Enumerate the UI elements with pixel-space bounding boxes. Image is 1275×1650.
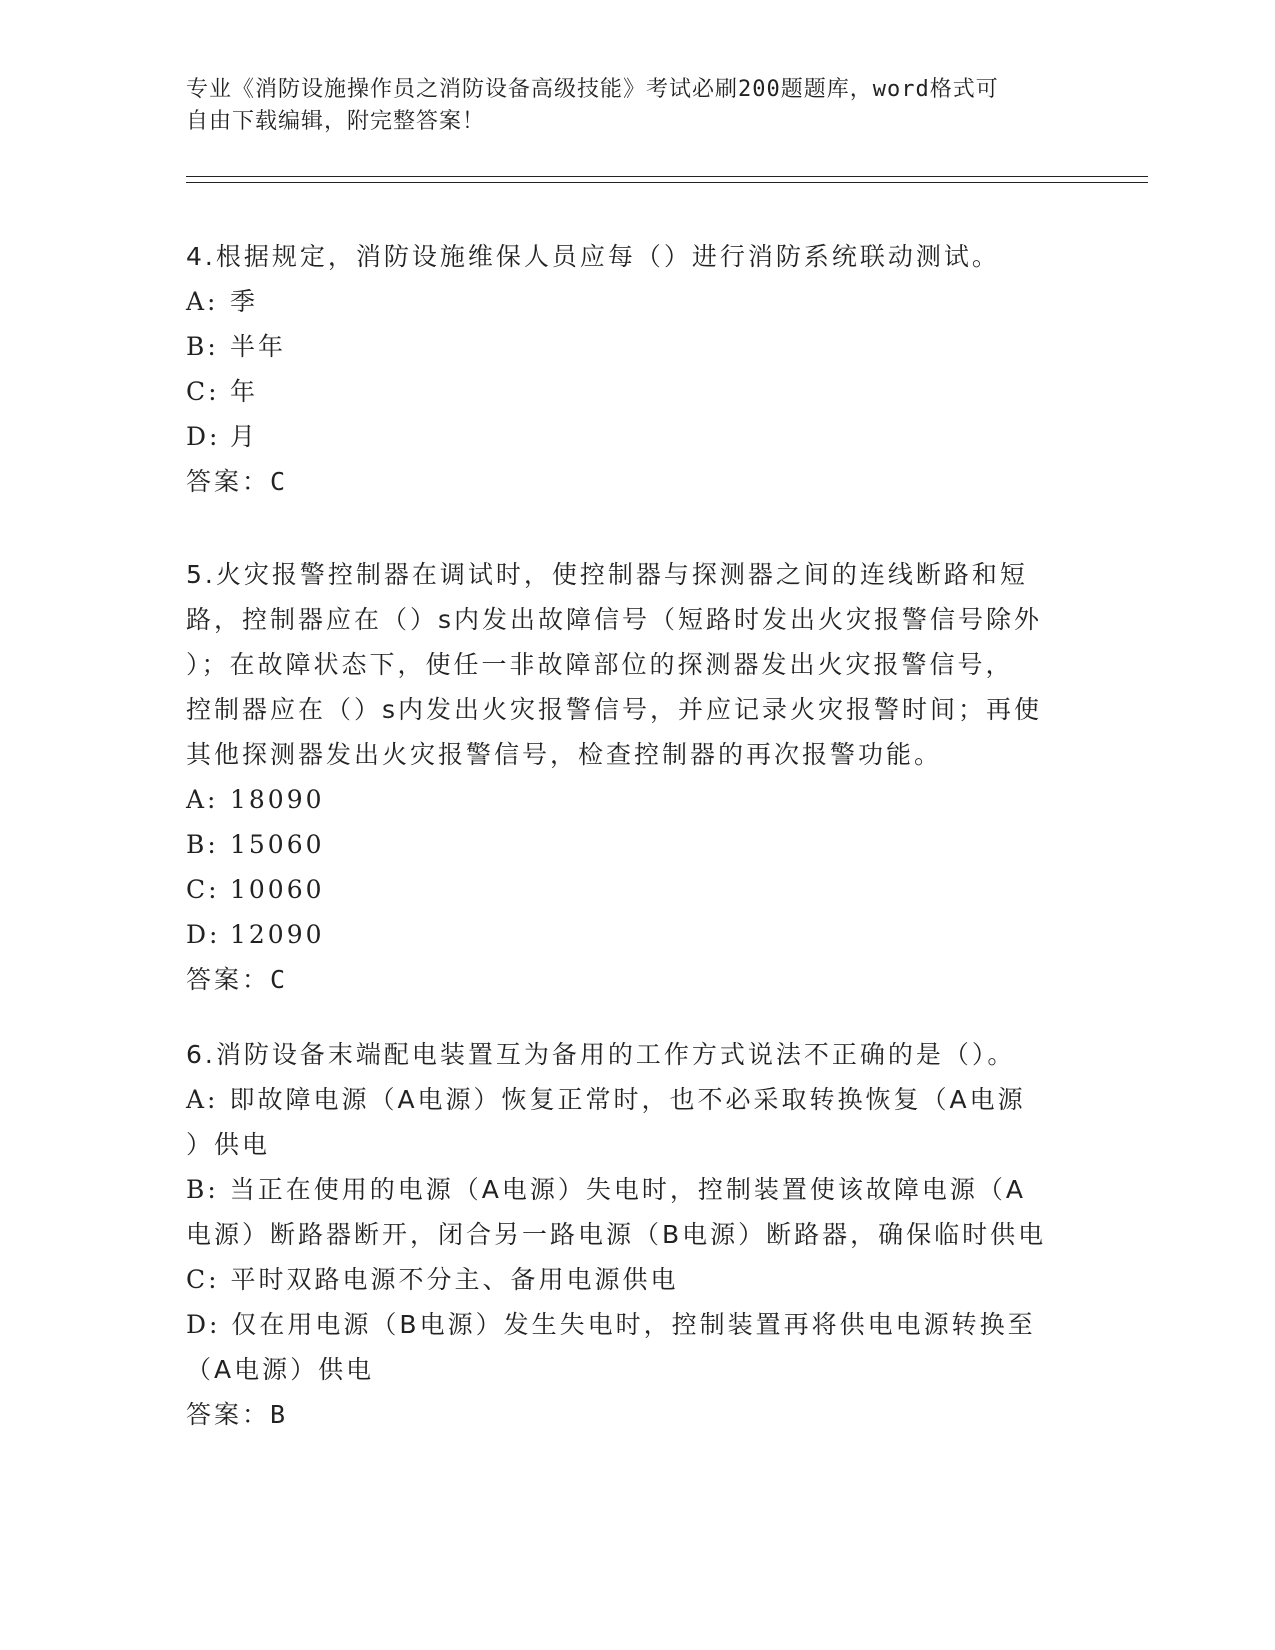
question-stem-line: 5.火灾报警控制器在调试时，使控制器与探测器之间的连线断路和短 (186, 560, 1028, 589)
answer-line (186, 1392, 1086, 1437)
option-text: 月 (230, 422, 259, 451)
option-text-line: ）供电 (186, 1130, 271, 1159)
option-c (186, 1257, 1086, 1302)
header-divider (186, 176, 1148, 183)
option-b (186, 324, 1086, 369)
question-stem-line: 路，控制器应在（）s内发出故障信号（短路时发出火灾报警信号除外 (186, 605, 1043, 634)
option-key: B: (186, 830, 219, 859)
answer-label: 答案： (186, 965, 271, 994)
option-text: 10060 (230, 875, 325, 904)
option-d (186, 1302, 1086, 1392)
answer-value: B (270, 1400, 289, 1429)
option-text-line: 仅在用电源（B电源）发生失电时，控制装置再将供电电源转换至 (231, 1310, 1036, 1339)
question-stem-line: 其他探测器发出火灾报警信号，检查控制器的再次报警功能。 (186, 740, 943, 769)
option-text: 半年 (230, 332, 287, 361)
option-key: A: (186, 1085, 219, 1114)
option-b (186, 822, 1086, 867)
option-a (186, 279, 1086, 324)
document-header (186, 74, 1066, 138)
question-4 (186, 234, 1086, 504)
option-key: C: (186, 377, 220, 406)
answer-line (186, 957, 1086, 1002)
option-a (186, 777, 1086, 822)
option-key: C: (186, 1265, 220, 1294)
answer-value: C (270, 467, 289, 496)
option-text: 12090 (230, 920, 325, 949)
answer-label: 答案： (186, 1400, 271, 1429)
option-key: A: (186, 785, 219, 814)
option-a (186, 1077, 1086, 1167)
option-text: 15060 (230, 830, 325, 859)
question-stem-line: ）；在故障状态下，使任一非故障部位的探测器发出火灾报警信号， (186, 650, 1014, 679)
question-6 (186, 1032, 1086, 1437)
option-text-line: （A电源）供电 (186, 1355, 375, 1384)
option-key: D: (186, 1310, 221, 1339)
answer-value: C (270, 965, 289, 994)
option-c (186, 369, 1086, 414)
question-5 (186, 552, 1086, 1002)
question-stem: 4.根据规定，消防设施维保人员应每（）进行消防系统联动测试。 (186, 242, 1000, 271)
option-key: B: (186, 332, 219, 361)
option-key: D: (186, 920, 221, 949)
option-key: C: (186, 875, 220, 904)
answer-line (186, 459, 1086, 504)
option-key: A: (186, 287, 219, 316)
option-text: 18090 (230, 785, 325, 814)
option-d (186, 414, 1086, 459)
option-key: B: (186, 1175, 219, 1204)
question-stem-line: 控制器应在（）s内发出火灾报警信号，并应记录火灾报警时间；再使 (186, 695, 1043, 724)
option-text: 季 (230, 287, 259, 316)
option-text-line: 即故障电源（A电源）恢复正常时，也不必采取转换恢复（A电源 (229, 1085, 1026, 1114)
option-text: 年 (230, 377, 259, 406)
option-text-line: 电源）断路器断开，闭合另一路电源（B电源）断路器，确保临时供电 (186, 1220, 1047, 1249)
answer-label: 答案： (186, 467, 271, 496)
option-text-line: 当正在使用的电源（A电源）失电时，控制装置使该故障电源（A (229, 1175, 1026, 1204)
option-c (186, 867, 1086, 912)
option-text-line: 平时双路电源不分主、备用电源供电 (230, 1265, 679, 1294)
option-b (186, 1167, 1086, 1257)
option-d (186, 912, 1086, 957)
header-line-2: 自由下载编辑，附完整答案！ (186, 109, 486, 134)
option-key: D: (186, 422, 221, 451)
question-stem: 6.消防设备末端配电装置互为备用的工作方式说法不正确的是（）。 (186, 1040, 1016, 1069)
header-line-1: 专业《消防设施操作员之消防设备高级技能》考试必刷200题题库，word格式可 (186, 77, 999, 102)
